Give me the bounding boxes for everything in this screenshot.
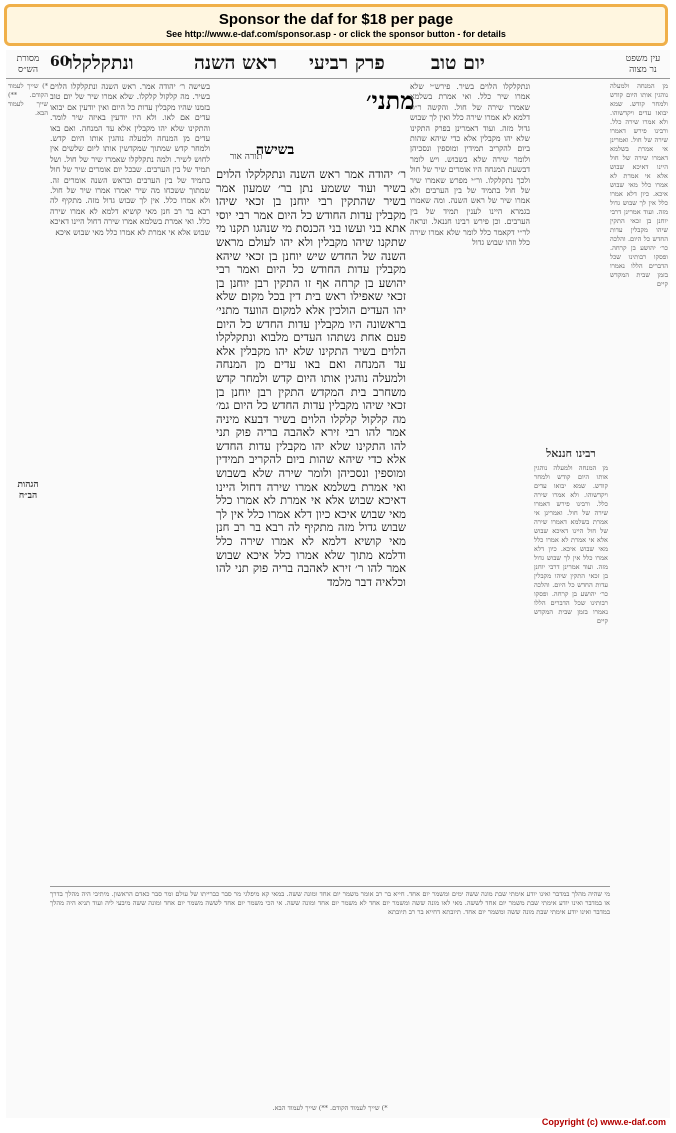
mesoret-hashas-label: מסורת הש״ס bbox=[16, 54, 40, 75]
tosafot-column: ונתקלקלו הלוים בשיר. פירש״י שלא אמרו שיר כלל. ואי אמרת בשלמא שאמרו שירה של חול. והקשה ר״ת דלמא לא אמרו שירה כלל ואין לך שבוש גדול מזה. ועוד דאמרינן בפרק התקינו שלא יהו מקבלין אלא כדי שיהא שהות ביום להקריב תמידין ומוספין ונסכיהן ולומר שירה שלא בשבוש. ויש לומר דבשעת המנחה היו אומרים שיר של חול ולכך נתקלקלו. ור״י מפרש שאמרו שיר של חול בתמיד של בין הערבים ולא אמרו שיר של ראש השנה. ומה שאמרו בגמרא היינו לענין תמיד של בין הערבים. וכן פירש רבינו חננאל. ונראה לר״י דקאמר כלל לומר שלא אמרו שירה כלל וזהו שבוש גדול bbox=[410, 82, 530, 248]
page-title: יום טוב bbox=[431, 52, 485, 74]
page-number: 60 bbox=[50, 54, 70, 70]
torah-or-label: תורה אור bbox=[229, 152, 263, 162]
ein-mishpat-column: מן המנחה ולמעלה נוהגין אותו היום קודש ולמחר קודש. שמא יבואו עדים ויקדשוהו. ולא אמרו שירה כלל. ורבינו פירש דאמרו שירה של חול. ואמרינן אי אמרת בשלמא דאמרו שירה של חול היינו דאיכא שבוש אלא אי אמרת לא אמרו כלל מאי שבוש איכא. כיון דלא אמרו כלל אין לך שבוש גדול מזה. ועוד אמרינן דרבי יוחנן בן זכאי התקין שיהו מקבלין עדות החדש כל היום. והלכה כר׳ יהושע בן קרחה. ופסקו רבותינו שכל הדברים הללו נאמרו בזמן שבית המקדש קיים bbox=[610, 82, 668, 288]
rashi-column: בשישה ר׳ יהודה אמר. ראש השנה ונתקלקלו הלוים בשיר. מה קלקול קלקלו. שלא אמרו שיר של יום טוב בזמנו שהיו מקבלין עדות כל היום ואין יודעין אם יבואו עדים אם לאו. ולא היו יודעין באיזה שיר לומר. והתקינו שלא יהו מקבלין אלא עד המנחה. ואם באו עדים מן המנחה ולמעלה נוהגין אותו היום קדש. ולמחר קדש שמתוך שמקדשין אותו ליום שלשים אין לחוש לשיר. ולמה נתקלקלו שאמרו שיר של חול. ושל תמיד של בין הערבים. שבכל יום אומרים שיר של חול בתמיד של בין הערבים ובראש השנה אומרים זה. שמתוך ששכחו מה שיר יאמרו אמרו שיר של חול. ולא אמרו כלל. אין לך שבוש גדול מזה. מתקיף לה רבא בר רב חנן מאי קושיא דלמא לא אמרו שירה כלל. ואי אמרת בשלמא אמרו שירה דחול היינו דאיכא שבוש אלא אי אמרת לא אמרו כלל מאי שבוש איכא bbox=[50, 82, 210, 237]
separator-top bbox=[6, 78, 670, 79]
copyright[interactable]: Copyright (c) www.e-daf.com bbox=[541, 1117, 666, 1127]
footnote: *) שייך לעמוד הקודם. **) שייך לעמוד הבא. bbox=[272, 1104, 388, 1112]
separator-bottom bbox=[50, 886, 610, 887]
sponsor-banner-title[interactable]: Sponsor the daf for $18 per page bbox=[218, 11, 454, 28]
ein-mishpat-label: עין משפט נר מצוה bbox=[625, 54, 661, 75]
tractate-title: ראש השנה bbox=[194, 52, 278, 74]
talmud-page bbox=[6, 50, 670, 1118]
hagahot-label: הגהות הב״ח bbox=[17, 480, 39, 501]
dibbur-hamatchil: ונתקלקלו bbox=[68, 52, 134, 74]
chapter-title: פרק רביעי bbox=[309, 52, 385, 74]
gemara-heading: מתני׳ bbox=[366, 86, 415, 115]
gemara-lead-word: בשישה bbox=[256, 142, 295, 158]
mesoret-column: *) שייך לעמוד הקודם. **) שייך לעמוד הבא. bbox=[8, 82, 48, 117]
footer-commentary: מי שהיה מהלך במדבר ואינו יודע אימתי שבת מונה ששה ימים ומשמר יום אחד. חייא בר רב אומר משמר יום אחד ומונה ששה. במאי קא מיפלגי מר סבר כברייתו של עולם ומר סבר כאדם הראשון. מיתיבי היה מהלך בדרך או במדבר ואינו יודע אימתי שבת משמר יום אחד לששה. מאי לאו מונה ששה ומשמר יום אחד לא משמר יום אחד ומונה ששה. אי הכי משמר יום אחד לששה משמר יום אחד ומונה ששה מיבעי ליה ועוד תניא היה מהלך במדבר ואינו יודע אימתי שבת מונה ששה ומשמר יום אחד. תיובתא דחייא בר רב תיובתא bbox=[50, 890, 610, 916]
sponsor-banner[interactable] bbox=[4, 4, 668, 46]
sponsor-banner-subtitle[interactable]: See http://www.e-daf.com/sponsor.asp - or click the sponsor button - for details bbox=[166, 29, 506, 39]
rabbeinu-chananel-column: מן המנחה ולמעלה נוהגין אותו היום קודש ולמחר קודש. שמא יבואו עדים ויקדשוהו. ולא אמרו שירה כלל. ורבינו פירש דאמרו שירה של חול. ואמרינן אי אמרת בשלמא דאמרו שירה של חול היינו דאיכא שבוש אלא אי אמרת לא אמרו כלל מאי שבוש איכא. כיון דלא אמרו כלל אין לך שבוש גדול מזה. ועוד אמרינן דרבי יוחנן בן זכאי התקין שיהו מקבלין עדות החדש כל היום. והלכה כר׳ יהושע בן קרחה. ופסקו רבותינו שכל הדברים הללו נאמרו בזמן שבית המקדש קיים bbox=[534, 464, 608, 625]
page-header bbox=[6, 50, 670, 78]
rabbeinu-chananel-label: רבינו חננאל bbox=[546, 447, 596, 460]
gemara-text: ר׳ יהודה אמר ראש השנה ונתקלקלו הלוים בשיר ועוד ששמע נתן בר׳ שמעון אמר בשיר שהתקין רבי יוחנן בן זכאי שיהו מקבלין עדות החודש כל היום אמר רבי יוסי אתא בני ועשו בני הכנסת מי שנהגו תקנו מי שתקנו שיהו מקבלין ולא יהו לעולם מראש השנה של החדש שיש יוחנן בן זכאי שיהא מקבלין עדות החודש כל היום ואמר רבי יהושע בן קרחה אף זו התקין רבן יוחנן בן זכאי שאפילו ראש בית דין בכל מקום שלא יהו העדים הולכין אלא למקום הוועד מתני׳ בראשונה היו מקבלין עדות החדש כל היום פעם אחת נשתהו העדים מלבוא ונתקלקלו הלוים בשיר התקינו שלא יהו מקבלין אלא עד המנחה ואם באו עדים מן המנחה ולמעלה נוהגין אותו היום קדש ולמחר קדש משחרב בית המקדש התקין רבן יוחנן בן זכאי שיהו מקבלין עדות החדש כל היום גמ׳ מה קלקול קלקלו הלוים בשיר דבעא מיניה אמר להו רבי זירא לאהבה בריה פוק תני להו התקינו שלא יהו מקבלין עדות החדש אלא כדי שיהא שהות ביום להקריב תמידין ומוספין ונסכיהן ולומר שירה שלא בשבוש ואי אמרת בשלמא אמרו שירה דחול היינו דאיכא שבוש אלא אי אמרת לא אמרו כלל מאי שבוש איכא כיון דלא אמרו כלל אין לך שבוש גדול מזה מתקיף לה רבא בר רב חנן מאי קושיא דלמא לא אמרו שירה כלל ודלמא מתוך שלא אמרו כלל איכא שבוש אמר להו ר׳ זירא לאהבה בריה פוק תני להו וכלאיה דבר מלמד bbox=[216, 168, 406, 589]
